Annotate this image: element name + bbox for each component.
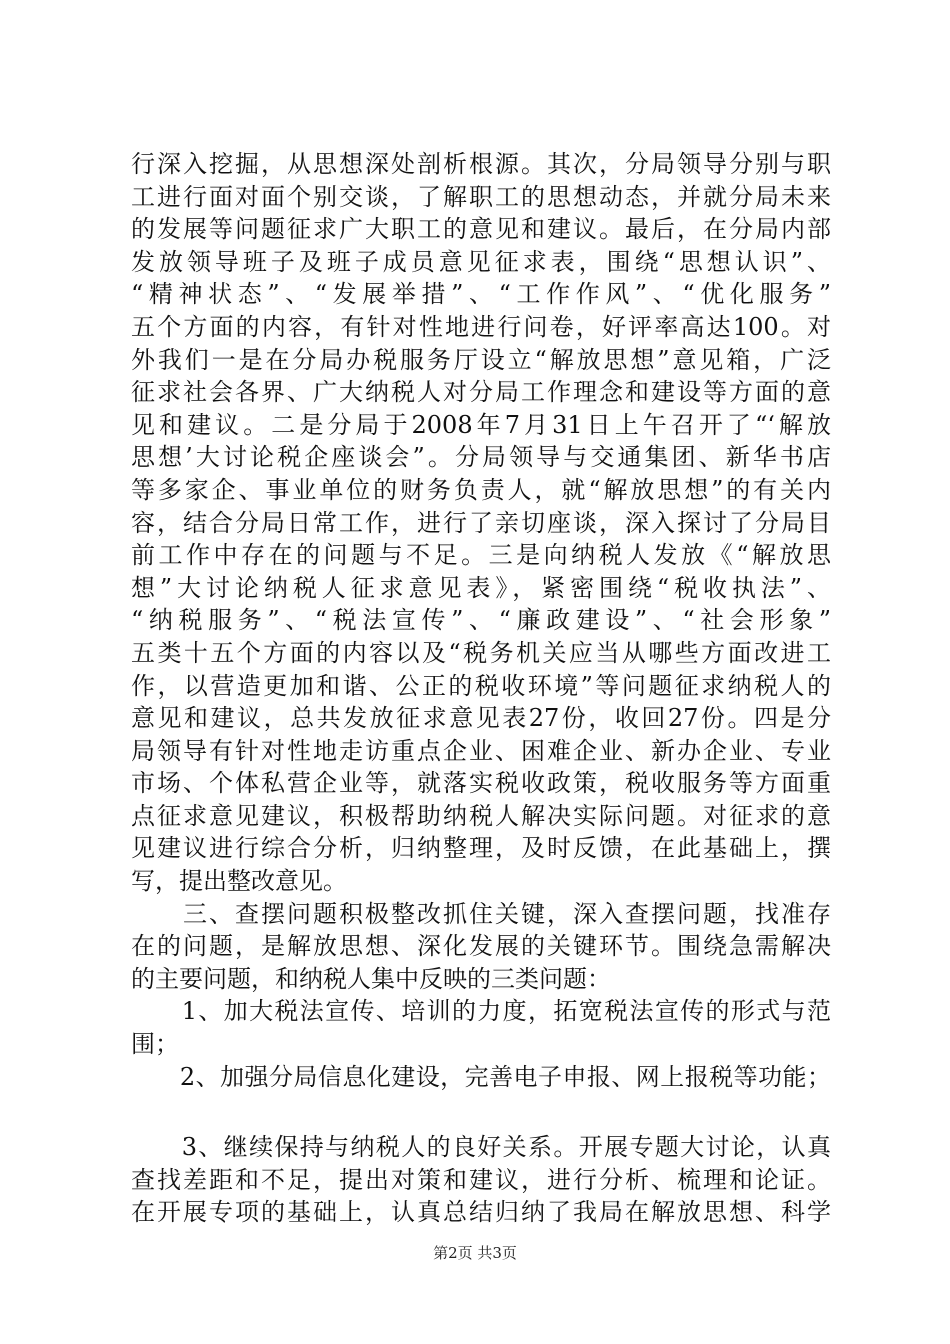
paragraph-gap (131, 1093, 831, 1131)
text-line: 市场、个体私营企业等，就落实税收政策，税收服务等方面重 (131, 769, 831, 798)
text-line: 写，提出整改意见。 (131, 867, 347, 896)
text-line: 作，以营造更加和谐、公正的税收环境”等问题征求纳税人的 (131, 671, 831, 700)
text-line: 的发展等问题征求广大职工的意见和建议。最后，在分局内部 (131, 215, 831, 244)
text-line: 的主要问题，和纳税人集中反映的三类问题： (131, 964, 611, 993)
text-line: “纳税服务”、“税法宣传”、“廉政建设”、“社会形象” (131, 606, 831, 635)
text-line: 发放领导班子及班子成员意见征求表，围绕“思想认识”、 (131, 247, 831, 276)
text-line: 查找差距和不足，提出对策和建议，进行分析、梳理和论证。 (131, 1165, 831, 1194)
text-line: 行深入挖掘，从思想深处剖析根源。其次，分局领导分别与职 (131, 150, 831, 178)
text-line: 想”大讨论纳税人征求意见表》，紧密围绕“税收执法”、 (131, 573, 831, 602)
text-line: 等多家企、事业单位的财务负责人，就“解放思想”的有关内 (131, 475, 831, 504)
text-line: 容，结合分局日常工作，进行了亲切座谈，深入探讨了分局目 (131, 508, 831, 537)
text-line: 3、继续保持与纳税人的良好关系。开展专题大讨论，认真 (131, 1133, 831, 1162)
text-line: 征求社会各界、广大纳税人对分局工作理念和建设等方面的意 (131, 378, 831, 407)
text-line: 在开展专项的基础上，认真总结归纳了我局在解放思想、科学 (131, 1198, 831, 1227)
text-line: 点征求意见建议，积极帮助纳税人解决实际问题。对征求的意 (131, 801, 831, 830)
text-line: 五类十五个方面的内容以及“税务机关应当从哪些方面改进工 (131, 638, 831, 667)
text-line: 思想’大讨论税企座谈会”。分局领导与交通集团、新华书店 (131, 443, 831, 472)
text-line: 意见和建议，总共发放征求意见表27份，收回27份。四是分 (131, 704, 831, 733)
text-line: 三、查摆问题积极整改抓住关键，深入查摆问题，找准存 (131, 899, 831, 928)
text-line: 围； (131, 1030, 179, 1059)
text-line: 工进行面对面个别交谈，了解职工的思想动态，并就分局未来 (131, 182, 831, 211)
text-line: 见建议进行综合分析，归纳整理，及时反馈，在此基础上，撰 (131, 834, 831, 863)
text-line: 局领导有针对性地走访重点企业、困难企业、新办企业、专业 (131, 736, 831, 765)
text-line: 外我们一是在分局办税服务厅设立“解放思想”意见箱，广泛 (131, 345, 831, 374)
text-line: 见和建议。二是分局于2008年7月31日上午召开了“‘解放 (131, 410, 831, 439)
text-line: 2、加强分局信息化建设，完善电子申报、网上报税等功能； (131, 1062, 831, 1091)
page-footer: 第2页 共3页 (433, 1244, 517, 1262)
document-body (131, 148, 831, 1229)
text-line: 前工作中存在的问题与不足。三是向纳税人发放《“解放思 (131, 541, 831, 570)
text-line: 1、加大税法宣传、培训的力度，拓宽税法宣传的形式与范 (131, 997, 831, 1026)
text-line: 五个方面的内容，有针对性地进行问卷，好评率高达100。对 (131, 312, 831, 341)
text-line: 在的问题，是解放思想、深化发展的关键环节。围绕急需解决 (131, 932, 831, 961)
text-line: “精神状态”、“发展举措”、“工作作风”、“优化服务” (131, 280, 831, 309)
